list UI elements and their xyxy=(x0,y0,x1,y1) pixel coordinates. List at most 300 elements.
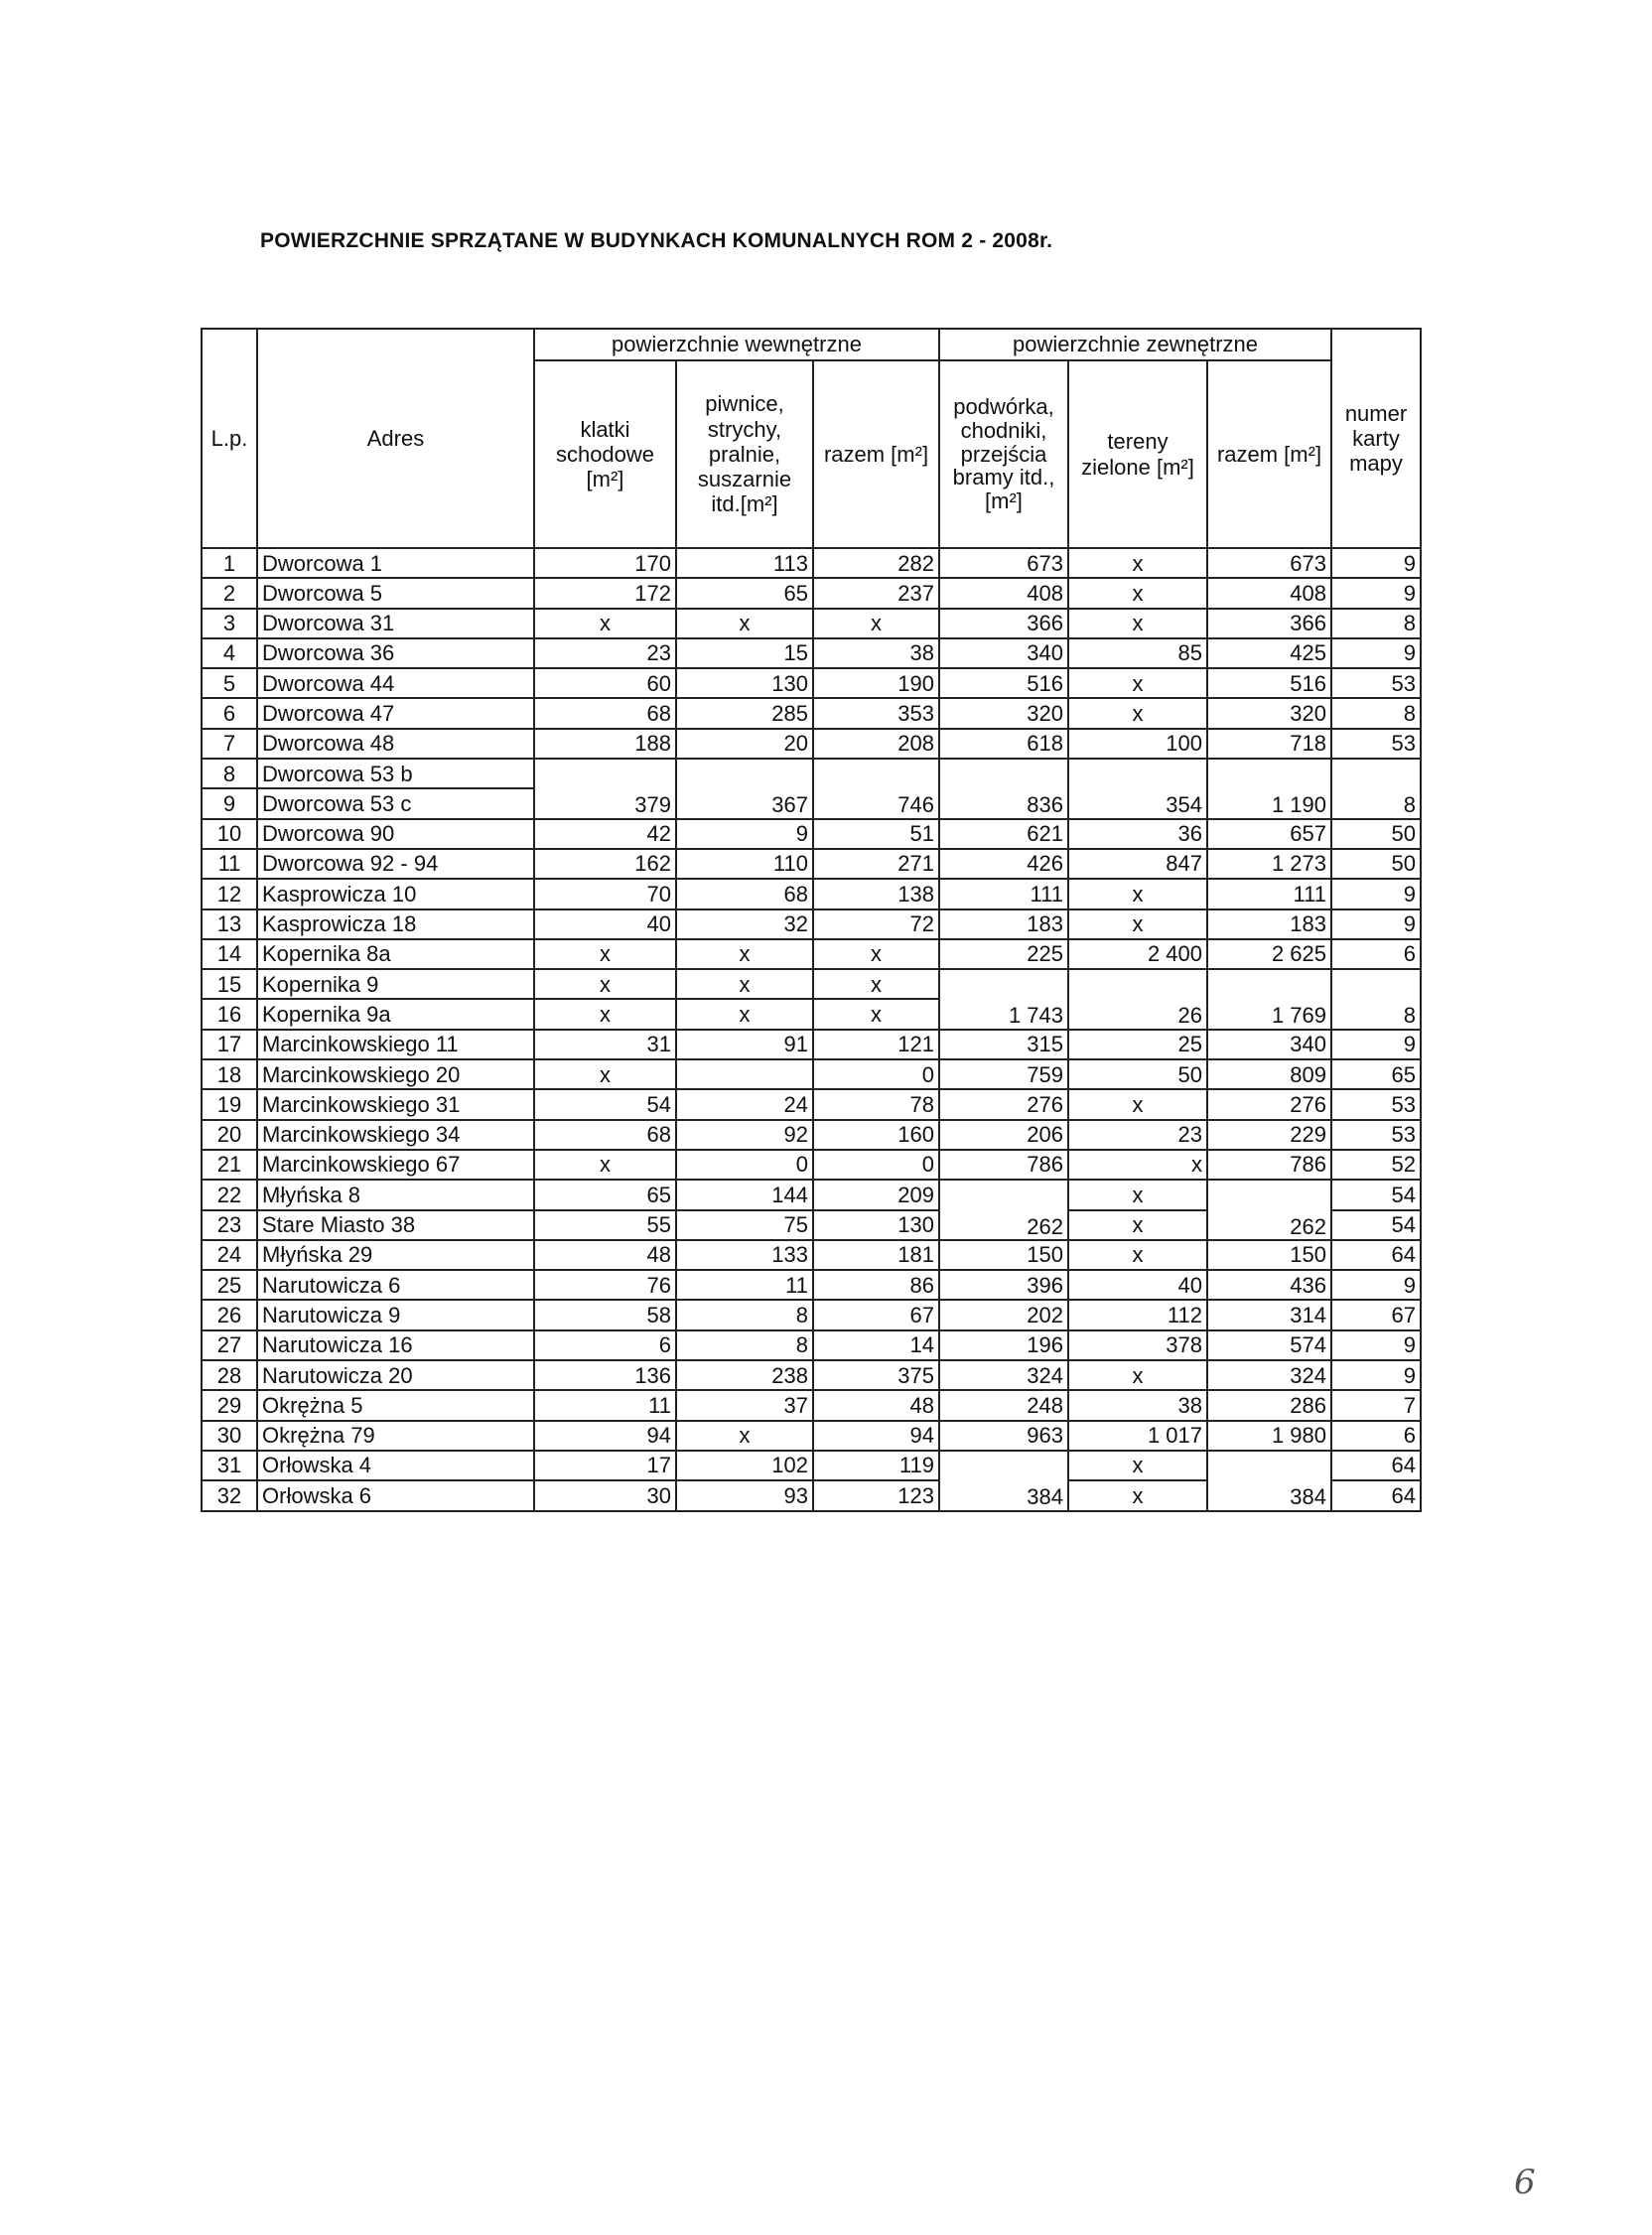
cell-razem-out: 111 xyxy=(1207,879,1331,908)
cell-tereny: x xyxy=(1068,1451,1207,1480)
cell-klatki: 55 xyxy=(534,1210,676,1240)
cell-lp: 6 xyxy=(202,698,257,728)
cell-klatki: 11 xyxy=(534,1390,676,1420)
cell-tereny: 26 xyxy=(1068,969,1207,1030)
cell-piwnice: x xyxy=(676,999,813,1029)
cell-klatki: 188 xyxy=(534,729,676,759)
cell-razem-out: 516 xyxy=(1207,668,1331,698)
cell-klatki: 379 xyxy=(534,759,676,819)
cell-tereny: 2 400 xyxy=(1068,939,1207,969)
cell-razem-out: 718 xyxy=(1207,729,1331,759)
cell-tereny: 847 xyxy=(1068,849,1207,879)
cell-razem-out: 1 190 xyxy=(1207,759,1331,819)
cell-podworka: 262 xyxy=(939,1180,1068,1240)
cell-podworka: 759 xyxy=(939,1059,1068,1089)
cell-razem-out: 1 769 xyxy=(1207,969,1331,1030)
cell-lp: 11 xyxy=(202,849,257,879)
table-row xyxy=(202,1120,1421,1150)
cell-adres: Narutowicza 20 xyxy=(257,1360,534,1390)
cell-adres: Dworcowa 90 xyxy=(257,819,534,849)
cell-klatki: 76 xyxy=(534,1270,676,1300)
cell-razem-in: 14 xyxy=(813,1330,939,1360)
cell-numer: 9 xyxy=(1331,578,1421,608)
cell-piwnice: 102 xyxy=(676,1451,813,1480)
cell-piwnice xyxy=(676,1059,813,1089)
cell-adres: Kasprowicza 18 xyxy=(257,909,534,939)
cell-adres: Narutowicza 9 xyxy=(257,1300,534,1329)
cell-klatki: 65 xyxy=(534,1180,676,1209)
cell-adres: Dworcowa 48 xyxy=(257,729,534,759)
cell-tereny: x xyxy=(1068,1360,1207,1390)
header-razem-inner: razem [m²] xyxy=(813,360,939,548)
cell-razem-out: 574 xyxy=(1207,1330,1331,1360)
header-numer: numer karty mapy xyxy=(1331,329,1421,548)
cell-klatki: 68 xyxy=(534,698,676,728)
cell-podworka: 206 xyxy=(939,1120,1068,1150)
cell-piwnice: 238 xyxy=(676,1360,813,1390)
cell-numer: 53 xyxy=(1331,729,1421,759)
cell-razem-in: 119 xyxy=(813,1451,939,1480)
cell-tereny: x xyxy=(1068,1150,1207,1180)
cell-razem-in: 48 xyxy=(813,1390,939,1420)
cell-adres: Młyńska 8 xyxy=(257,1180,534,1209)
cell-adres: Marcinkowskiego 31 xyxy=(257,1089,534,1119)
header-podworka: podwórka, chodniki, przejścia bramy itd., [m²] xyxy=(939,360,1068,548)
cell-piwnice: 92 xyxy=(676,1120,813,1150)
cell-tereny: x xyxy=(1068,548,1207,578)
table-row xyxy=(202,1270,1421,1300)
cell-tereny: 36 xyxy=(1068,819,1207,849)
cell-razem-in: 746 xyxy=(813,759,939,819)
table-row xyxy=(202,1240,1421,1270)
cell-razem-in: 130 xyxy=(813,1210,939,1240)
cell-tereny: x xyxy=(1068,879,1207,908)
cell-razem-in: x xyxy=(813,609,939,638)
cell-adres: Dworcowa 53 c xyxy=(257,788,534,818)
cell-tereny: x xyxy=(1068,1480,1207,1510)
cell-klatki: 6 xyxy=(534,1330,676,1360)
cell-podworka: 315 xyxy=(939,1030,1068,1059)
cell-tereny: 23 xyxy=(1068,1120,1207,1150)
header-razem-outer: razem [m²] xyxy=(1207,360,1331,548)
cell-razem-out: 276 xyxy=(1207,1089,1331,1119)
cell-podworka: 1 743 xyxy=(939,969,1068,1030)
cell-razem-in: 237 xyxy=(813,578,939,608)
cell-piwnice: 11 xyxy=(676,1270,813,1300)
cell-adres: Kopernika 9 xyxy=(257,969,534,999)
cell-podworka: 320 xyxy=(939,698,1068,728)
cell-numer: 8 xyxy=(1331,609,1421,638)
cell-razem-in: 181 xyxy=(813,1240,939,1270)
cell-adres: Kasprowicza 10 xyxy=(257,879,534,908)
table-row xyxy=(202,1451,1421,1480)
cell-podworka: 786 xyxy=(939,1150,1068,1180)
table-row xyxy=(202,969,1421,999)
cell-piwnice: 65 xyxy=(676,578,813,608)
table-row xyxy=(202,849,1421,879)
cell-podworka: 408 xyxy=(939,578,1068,608)
cell-razem-in: 271 xyxy=(813,849,939,879)
cell-adres: Dworcowa 1 xyxy=(257,548,534,578)
cell-podworka: 202 xyxy=(939,1300,1068,1329)
cell-klatki: 40 xyxy=(534,909,676,939)
cell-lp: 31 xyxy=(202,1451,257,1480)
table-row xyxy=(202,729,1421,759)
cell-piwnice: 0 xyxy=(676,1150,813,1180)
cell-podworka: 621 xyxy=(939,819,1068,849)
cell-razem-in: 123 xyxy=(813,1480,939,1510)
cell-tereny: 100 xyxy=(1068,729,1207,759)
table-row xyxy=(202,1059,1421,1089)
cell-adres: Marcinkowskiego 11 xyxy=(257,1030,534,1059)
cell-podworka: 276 xyxy=(939,1089,1068,1119)
table-row xyxy=(202,909,1421,939)
cell-lp: 23 xyxy=(202,1210,257,1240)
cell-klatki: 60 xyxy=(534,668,676,698)
cell-numer: 9 xyxy=(1331,548,1421,578)
cell-razem-out: 286 xyxy=(1207,1390,1331,1420)
cell-lp: 21 xyxy=(202,1150,257,1180)
cell-razem-out: 314 xyxy=(1207,1300,1331,1329)
cell-numer: 54 xyxy=(1331,1210,1421,1240)
table-row xyxy=(202,698,1421,728)
cell-razem-out: 340 xyxy=(1207,1030,1331,1059)
cell-adres: Orłowska 6 xyxy=(257,1480,534,1510)
cell-razem-in: 282 xyxy=(813,548,939,578)
cell-razem-in: 138 xyxy=(813,879,939,908)
cell-adres: Narutowicza 16 xyxy=(257,1330,534,1360)
cell-podworka: 963 xyxy=(939,1421,1068,1451)
cell-lp: 20 xyxy=(202,1120,257,1150)
cell-adres: Dworcowa 44 xyxy=(257,668,534,698)
cell-numer: 64 xyxy=(1331,1480,1421,1510)
cell-numer: 8 xyxy=(1331,759,1421,819)
cell-adres: Dworcowa 92 - 94 xyxy=(257,849,534,879)
cell-klatki: x xyxy=(534,939,676,969)
cell-klatki: 42 xyxy=(534,819,676,849)
table-body xyxy=(202,548,1421,1511)
cell-razem-in: x xyxy=(813,939,939,969)
cell-tereny: x xyxy=(1068,698,1207,728)
cell-razem-out: 262 xyxy=(1207,1180,1331,1240)
header-lp: L.p. xyxy=(202,329,257,548)
cell-klatki: 68 xyxy=(534,1120,676,1150)
cell-adres: Orłowska 4 xyxy=(257,1451,534,1480)
cell-razem-out: 786 xyxy=(1207,1150,1331,1180)
cell-numer: 9 xyxy=(1331,909,1421,939)
cell-razem-out: 425 xyxy=(1207,638,1331,668)
cell-lp: 9 xyxy=(202,788,257,818)
header-tereny: tereny zielone [m²] xyxy=(1068,360,1207,548)
cell-razem-in: 353 xyxy=(813,698,939,728)
cell-lp: 16 xyxy=(202,999,257,1029)
cell-numer: 65 xyxy=(1331,1059,1421,1089)
table-row xyxy=(202,548,1421,578)
cell-lp: 19 xyxy=(202,1089,257,1119)
cell-piwnice: x xyxy=(676,969,813,999)
cell-razem-out: 2 625 xyxy=(1207,939,1331,969)
cell-numer: 67 xyxy=(1331,1300,1421,1329)
cell-adres: Marcinkowskiego 34 xyxy=(257,1120,534,1150)
cell-razem-in: x xyxy=(813,969,939,999)
header-group-outer: powierzchnie zewnętrzne xyxy=(939,329,1331,360)
cell-podworka: 836 xyxy=(939,759,1068,819)
table-row xyxy=(202,1360,1421,1390)
table-row xyxy=(202,1421,1421,1451)
cell-klatki: x xyxy=(534,1150,676,1180)
cell-razem-in: 67 xyxy=(813,1300,939,1329)
cell-lp: 18 xyxy=(202,1059,257,1089)
table-row xyxy=(202,819,1421,849)
cell-lp: 27 xyxy=(202,1330,257,1360)
cell-razem-out: 366 xyxy=(1207,609,1331,638)
cell-klatki: 162 xyxy=(534,849,676,879)
cell-tereny: 378 xyxy=(1068,1330,1207,1360)
cell-numer: 64 xyxy=(1331,1240,1421,1270)
cell-numer: 53 xyxy=(1331,668,1421,698)
cell-piwnice: 144 xyxy=(676,1180,813,1209)
header-adres: Adres xyxy=(257,329,534,548)
table-row xyxy=(202,1180,1421,1209)
cell-razem-out: 320 xyxy=(1207,698,1331,728)
cell-adres: Dworcowa 5 xyxy=(257,578,534,608)
cell-podworka: 673 xyxy=(939,548,1068,578)
cell-piwnice: 8 xyxy=(676,1330,813,1360)
cell-podworka: 384 xyxy=(939,1451,1068,1511)
cell-piwnice: 133 xyxy=(676,1240,813,1270)
cell-razem-in: 0 xyxy=(813,1059,939,1089)
cell-piwnice: 130 xyxy=(676,668,813,698)
table-row xyxy=(202,609,1421,638)
table-row xyxy=(202,638,1421,668)
cell-klatki: x xyxy=(534,1059,676,1089)
cell-numer: 50 xyxy=(1331,849,1421,879)
cell-piwnice: 37 xyxy=(676,1390,813,1420)
cell-razem-out: 809 xyxy=(1207,1059,1331,1089)
cell-piwnice: 24 xyxy=(676,1089,813,1119)
cell-numer: 9 xyxy=(1331,1030,1421,1059)
cell-klatki: x xyxy=(534,609,676,638)
table-row xyxy=(202,1300,1421,1329)
cell-tereny: x xyxy=(1068,1180,1207,1209)
cell-piwnice: x xyxy=(676,609,813,638)
cell-numer: 50 xyxy=(1331,819,1421,849)
table-row xyxy=(202,578,1421,608)
cell-lp: 25 xyxy=(202,1270,257,1300)
cell-podworka: 324 xyxy=(939,1360,1068,1390)
cell-tereny: 50 xyxy=(1068,1059,1207,1089)
cell-numer: 53 xyxy=(1331,1089,1421,1119)
cell-numer: 9 xyxy=(1331,638,1421,668)
document-title: POWIERZCHNIE SPRZĄTANE W BUDYNKACH KOMUNALNYCH ROM 2 - 2008r. xyxy=(260,229,1053,252)
cell-tereny: 25 xyxy=(1068,1030,1207,1059)
cell-adres: Okrężna 5 xyxy=(257,1390,534,1420)
cell-piwnice: 75 xyxy=(676,1210,813,1240)
cell-numer: 7 xyxy=(1331,1390,1421,1420)
cell-lp: 10 xyxy=(202,819,257,849)
cell-piwnice: 32 xyxy=(676,909,813,939)
cell-klatki: 136 xyxy=(534,1360,676,1390)
cell-lp: 17 xyxy=(202,1030,257,1059)
cell-podworka: 196 xyxy=(939,1330,1068,1360)
cell-razem-in: 208 xyxy=(813,729,939,759)
cell-podworka: 111 xyxy=(939,879,1068,908)
cell-razem-in: 190 xyxy=(813,668,939,698)
cell-razem-in: 94 xyxy=(813,1421,939,1451)
cell-piwnice: 113 xyxy=(676,548,813,578)
cell-tereny: x xyxy=(1068,1240,1207,1270)
cell-adres: Dworcowa 47 xyxy=(257,698,534,728)
table-row xyxy=(202,1150,1421,1180)
cell-razem-out: 408 xyxy=(1207,578,1331,608)
cell-piwnice: 93 xyxy=(676,1480,813,1510)
header-group-inner: powierzchnie wewnętrzne xyxy=(534,329,939,360)
cell-piwnice: 15 xyxy=(676,638,813,668)
cell-tereny: x xyxy=(1068,578,1207,608)
cell-razem-in: 78 xyxy=(813,1089,939,1119)
header-klatki: klatki schodowe [m²] xyxy=(534,360,676,548)
cell-adres: Marcinkowskiego 67 xyxy=(257,1150,534,1180)
cell-tereny: x xyxy=(1068,1210,1207,1240)
cell-razem-in: 0 xyxy=(813,1150,939,1180)
cell-numer: 8 xyxy=(1331,969,1421,1030)
cell-razem-out: 384 xyxy=(1207,1451,1331,1511)
cell-razem-in: 375 xyxy=(813,1360,939,1390)
cell-razem-in: 86 xyxy=(813,1270,939,1300)
cell-lp: 30 xyxy=(202,1421,257,1451)
cell-piwnice: 91 xyxy=(676,1030,813,1059)
table-row xyxy=(202,759,1421,788)
cell-razem-out: 229 xyxy=(1207,1120,1331,1150)
cell-klatki: 17 xyxy=(534,1451,676,1480)
cell-lp: 28 xyxy=(202,1360,257,1390)
cell-razem-in: 160 xyxy=(813,1120,939,1150)
cell-podworka: 183 xyxy=(939,909,1068,939)
cell-lp: 5 xyxy=(202,668,257,698)
cell-tereny: 38 xyxy=(1068,1390,1207,1420)
cell-lp: 24 xyxy=(202,1240,257,1270)
cell-razem-in: 38 xyxy=(813,638,939,668)
cell-lp: 15 xyxy=(202,969,257,999)
cell-adres: Stare Miasto 38 xyxy=(257,1210,534,1240)
cell-piwnice: 9 xyxy=(676,819,813,849)
table-row xyxy=(202,1390,1421,1420)
cell-klatki: 70 xyxy=(534,879,676,908)
cell-adres: Dworcowa 53 b xyxy=(257,759,534,788)
cell-podworka: 516 xyxy=(939,668,1068,698)
cell-razem-in: 72 xyxy=(813,909,939,939)
cell-tereny: x xyxy=(1068,909,1207,939)
cell-podworka: 248 xyxy=(939,1390,1068,1420)
cell-piwnice: 110 xyxy=(676,849,813,879)
cell-piwnice: 8 xyxy=(676,1300,813,1329)
cell-tereny: 40 xyxy=(1068,1270,1207,1300)
cell-klatki: 172 xyxy=(534,578,676,608)
cell-numer: 8 xyxy=(1331,698,1421,728)
cell-piwnice: x xyxy=(676,939,813,969)
cell-lp: 8 xyxy=(202,759,257,788)
cell-lp: 7 xyxy=(202,729,257,759)
cell-adres: Dworcowa 36 xyxy=(257,638,534,668)
surfaces-table xyxy=(201,328,1422,1512)
cell-tereny: 354 xyxy=(1068,759,1207,819)
table-row xyxy=(202,1030,1421,1059)
table-row xyxy=(202,939,1421,969)
table-row xyxy=(202,668,1421,698)
cell-klatki: 54 xyxy=(534,1089,676,1119)
cell-razem-out: 673 xyxy=(1207,548,1331,578)
cell-numer: 9 xyxy=(1331,1330,1421,1360)
cell-numer: 6 xyxy=(1331,939,1421,969)
cell-lp: 13 xyxy=(202,909,257,939)
cell-razem-in: 51 xyxy=(813,819,939,849)
table-row xyxy=(202,1089,1421,1119)
cell-numer: 54 xyxy=(1331,1180,1421,1209)
cell-podworka: 618 xyxy=(939,729,1068,759)
cell-klatki: 94 xyxy=(534,1421,676,1451)
cell-lp: 14 xyxy=(202,939,257,969)
cell-numer: 53 xyxy=(1331,1120,1421,1150)
cell-klatki: 48 xyxy=(534,1240,676,1270)
cell-adres: Narutowicza 6 xyxy=(257,1270,534,1300)
cell-klatki: 23 xyxy=(534,638,676,668)
cell-klatki: 30 xyxy=(534,1480,676,1510)
cell-tereny: x xyxy=(1068,1089,1207,1119)
cell-klatki: x xyxy=(534,999,676,1029)
cell-lp: 12 xyxy=(202,879,257,908)
cell-adres: Dworcowa 31 xyxy=(257,609,534,638)
cell-numer: 6 xyxy=(1331,1421,1421,1451)
cell-razem-out: 150 xyxy=(1207,1240,1331,1270)
cell-podworka: 225 xyxy=(939,939,1068,969)
cell-podworka: 340 xyxy=(939,638,1068,668)
cell-numer: 64 xyxy=(1331,1451,1421,1480)
cell-razem-out: 324 xyxy=(1207,1360,1331,1390)
cell-lp: 1 xyxy=(202,548,257,578)
cell-adres: Okrężna 79 xyxy=(257,1421,534,1451)
cell-lp: 4 xyxy=(202,638,257,668)
cell-razem-in: 209 xyxy=(813,1180,939,1209)
cell-lp: 3 xyxy=(202,609,257,638)
cell-podworka: 366 xyxy=(939,609,1068,638)
cell-tereny: 1 017 xyxy=(1068,1421,1207,1451)
cell-klatki: x xyxy=(534,969,676,999)
cell-piwnice: 20 xyxy=(676,729,813,759)
table-row xyxy=(202,879,1421,908)
cell-lp: 32 xyxy=(202,1480,257,1510)
cell-podworka: 426 xyxy=(939,849,1068,879)
cell-podworka: 150 xyxy=(939,1240,1068,1270)
table-row xyxy=(202,1330,1421,1360)
cell-adres: Kopernika 9a xyxy=(257,999,534,1029)
cell-podworka: 396 xyxy=(939,1270,1068,1300)
cell-piwnice: 285 xyxy=(676,698,813,728)
cell-numer: 52 xyxy=(1331,1150,1421,1180)
cell-adres: Marcinkowskiego 20 xyxy=(257,1059,534,1089)
cell-tereny: 112 xyxy=(1068,1300,1207,1329)
cell-razem-out: 183 xyxy=(1207,909,1331,939)
cell-razem-out: 436 xyxy=(1207,1270,1331,1300)
cell-tereny: 85 xyxy=(1068,638,1207,668)
cell-lp: 22 xyxy=(202,1180,257,1209)
cell-lp: 2 xyxy=(202,578,257,608)
cell-numer: 9 xyxy=(1331,879,1421,908)
cell-klatki: 58 xyxy=(534,1300,676,1329)
cell-tereny: x xyxy=(1068,609,1207,638)
cell-razem-in: x xyxy=(813,999,939,1029)
cell-razem-out: 1 980 xyxy=(1207,1421,1331,1451)
cell-razem-out: 657 xyxy=(1207,819,1331,849)
